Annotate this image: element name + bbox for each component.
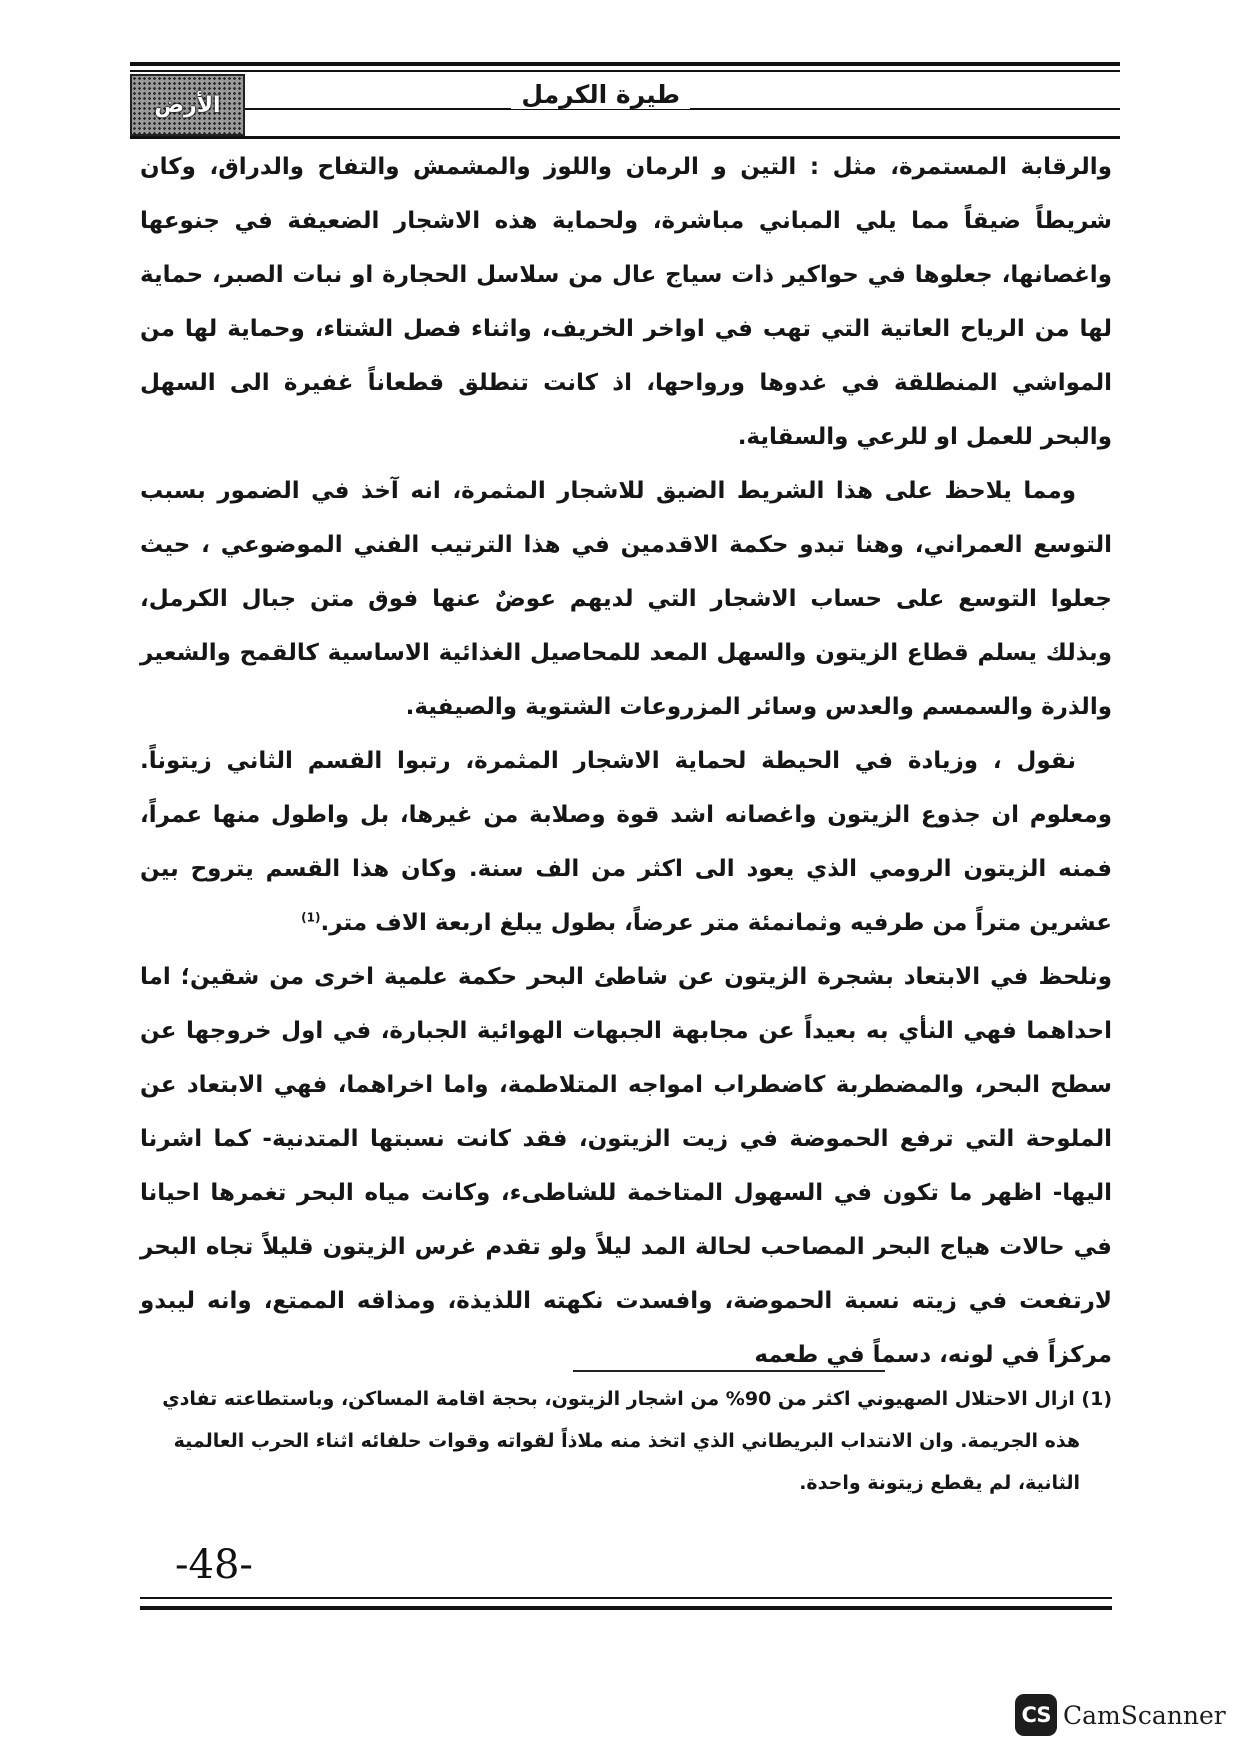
body-text bbox=[140, 140, 1112, 1382]
header-rule-bottom bbox=[130, 136, 1120, 139]
footer-rule-thin bbox=[140, 1597, 1112, 1599]
paragraph: ونلحظ في الابتعاد بشجرة الزيتون عن شاطئ البحر حكمة علمية اخرى من شقين؛ اما احداهما فهي النأي به بعيداً عن مجابهة الجبهات الهوائية الجبارة، في اول خروجها عن سطح البحر، والمضطربة كاضطراب امواجه المتلاطمة، واما اخراهما، فهي الابتعاد عن الملوحة التي ترفع الحموضة في زيت الزيتون، فقد كانت نسبتها المتدنية- كما اشرنا اليها- اظهر ما تكون في السهول المتاخمة للشاطىء، وكانت مياه البحر تغمرها احيانا في حالات هياج البحر المصاحب لحالة المد ليلاً ولو تقدم غرس الزيتون قليلاً تجاه البحر لارتفعت في زيته نسبة الحموضة، وافسدت نكهته اللذيذة، ومذاقه الممتع، وانه ليبدو مركزاً في لونه، دسماً في طعمه bbox=[140, 964, 1112, 1368]
camscanner-logo-icon: CS bbox=[1015, 1694, 1057, 1736]
paragraph-text: نقول ، وزيادة في الحيطة لحماية الاشجار المثمرة، رتبوا القسم الثاني زيتوناً. ومعلوم ان جذوع الزيتون واغصانه اشد قوة وصلابة من غيرها، بل واطول منها عمراً، فمنه الزيتون الرومي الذي يعود الى اكثر من الف سنة. وكان هذا القسم يتروح بين عشرين متراً من طرفيه وثمانمئة متر عرضاً، بطول يبلغ اربعة الاف متر. bbox=[140, 748, 1112, 936]
camscanner-text: CamScanner bbox=[1063, 1700, 1226, 1730]
paragraph: ومما يلاحظ على هذا الشريط الضيق للاشجار المثمرة، انه آخذ في الضمور بسبب التوسع العمراني، وهنا تبدو حكمة الاقدمين في هذا الترتيب الفني الموضوعي ، حيث جعلوا التوسع على حساب الاشجار التي لديهم عوضٌ عنها فوق متن جبال الكرمل، وبذلك يسلم قطاع الزيتون والسهل المعد للمحاصيل الغذائية الاساسية كالقمح والشعير والذرة والسمسم والعدس وسائر المزروعات الشتوية والصيفية. bbox=[140, 478, 1112, 720]
footnote-reference: (1) bbox=[301, 910, 321, 925]
footnote-line: هذه الجريمة. وان الانتداب البريطاني الذي اتخذ منه ملاذاً لقواته وقوات حلفائه اثناء الحرب العالمية bbox=[173, 1430, 1080, 1452]
section-badge bbox=[130, 74, 245, 136]
camscanner-watermark bbox=[1015, 1694, 1226, 1736]
footnote-line: الثانية، لم يقطع زيتونة واحدة. bbox=[799, 1472, 1080, 1494]
footnote-separator bbox=[573, 1370, 885, 1372]
header-rule-thin bbox=[130, 70, 1120, 72]
footer-rule-thick bbox=[140, 1606, 1112, 1610]
paragraph: والرقابة المستمرة، مثل : التين و الرمان واللوز والمشمش والتفاح والدراق، وكان شريطاً ضيقاً مما يلي المباني مباشرة، ولحماية هذه الاشجار الضعيفة في جنوعها واغصانها، جعلوها في حواكير ذات سياج عال من سلاسل الحجارة او نبات الصبر، حماية لها من الرياح العاتية التي تهب في اواخر الخريف، واثناء فصل الشتاء، وحماية لها من المواشي المنطلقة في غدوها ورواحها، اذ كانت تنطلق قطعاناً غفيرة الى السهل والبحر للعمل او للرعي والسقاية. bbox=[140, 154, 1112, 450]
section-badge-label: الأرض bbox=[154, 92, 221, 118]
paragraph bbox=[140, 734, 1112, 950]
running-title: طيرة الكرمل bbox=[511, 80, 690, 109]
page-number: -48- bbox=[175, 1542, 253, 1588]
header-rule-thick bbox=[130, 62, 1120, 66]
footnote-line: (1) ازال الاحتلال الصهيوني اكثر من 90% من اشجار الزيتون، بحجة اقامة المساكن، وباستطاعته تفادي bbox=[162, 1388, 1112, 1410]
footnotes bbox=[150, 1378, 1112, 1504]
page-header bbox=[130, 58, 1120, 148]
